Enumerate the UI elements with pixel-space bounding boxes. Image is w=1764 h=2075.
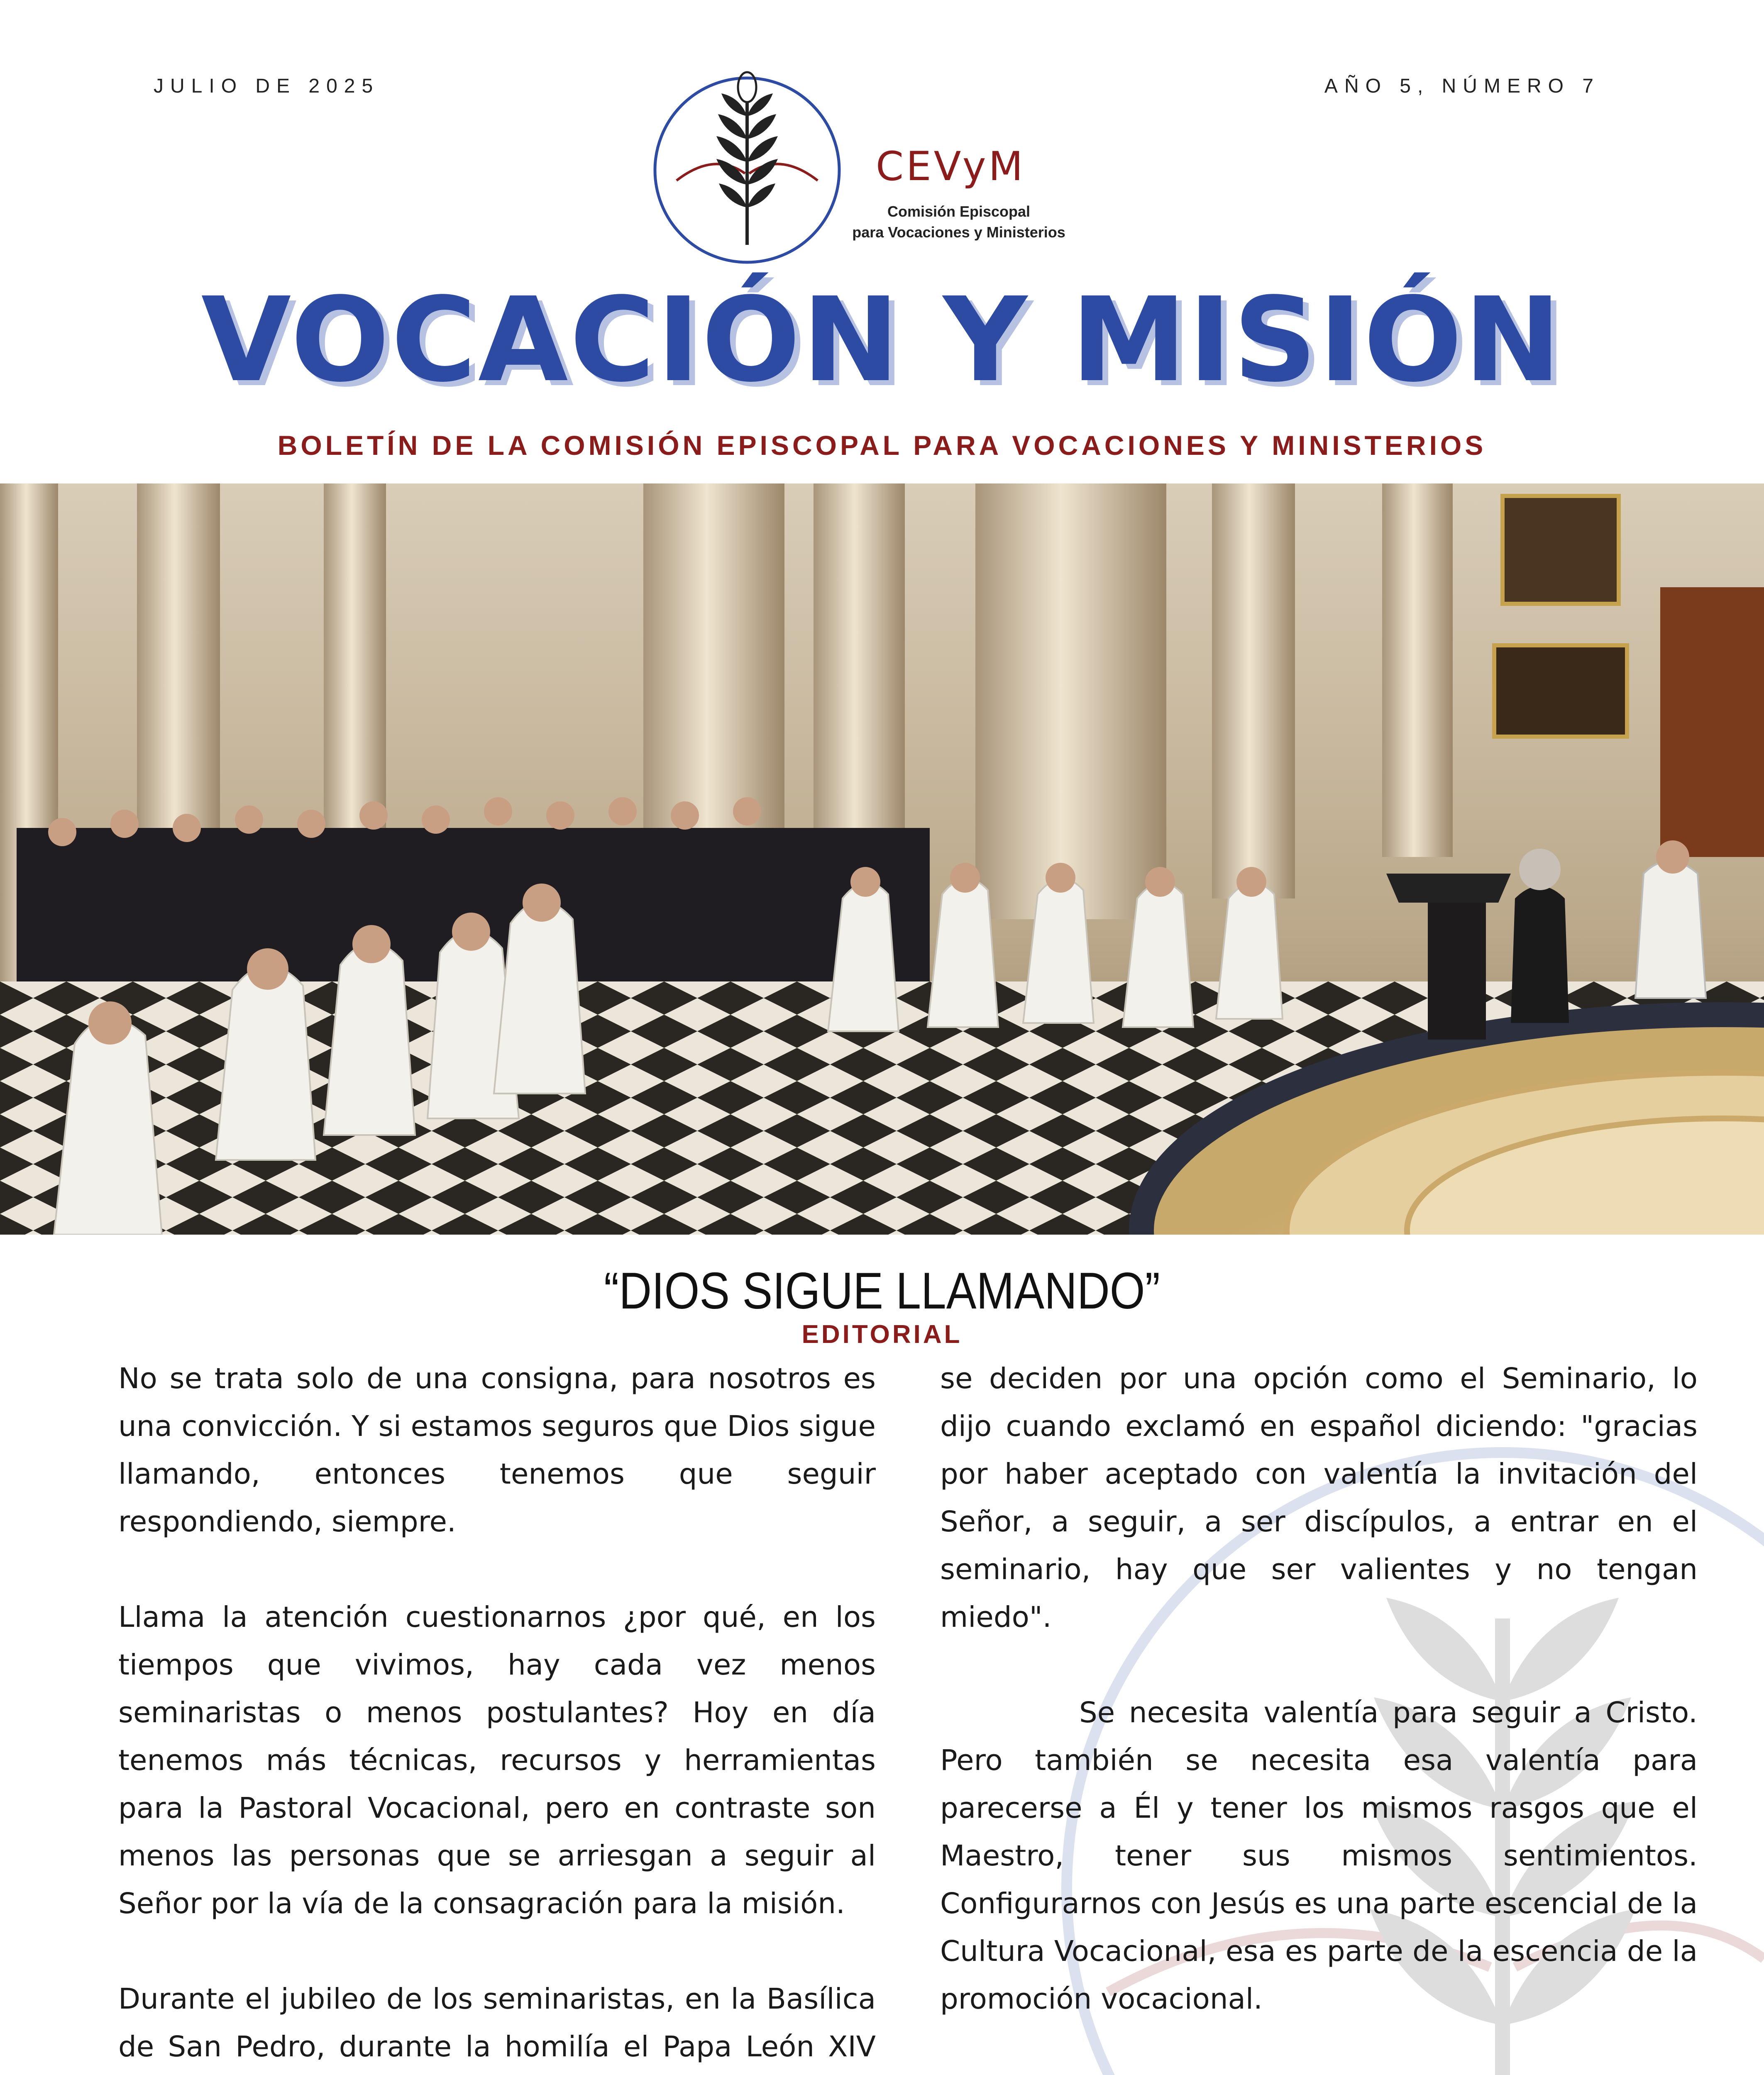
issue-number: AÑO 5, NÚMERO 7	[1324, 75, 1600, 97]
issue-date: JULIO DE 2025	[154, 75, 380, 97]
article-column-left	[118, 1355, 876, 2075]
article-column-right	[940, 1355, 1698, 2023]
cevym-logo	[652, 62, 1087, 278]
paragraph: Llama la atención cuestionarnos ¿por qué, en los tiempos que vivimos, hay cada vez menos seminaristas o menos postulantes? Hoy en día tenemos más técnicas, recursos y herramientas para la Pastoral Vocacional, pero en contraste son menos las personas que se arriesgan a seguir al Señor por la vía de la consagración para la misión.	[118, 1601, 876, 1920]
wheat-candle-icon	[652, 62, 867, 278]
logo-caption-line-2: para Vocaciones y Ministerios	[852, 224, 1065, 241]
cathedral-ceremony-photo	[0, 483, 1764, 1235]
article-headline: “DIOS SIGUE LLAMANDO”	[604, 1262, 1160, 1320]
logo-acronym: CEVyM	[876, 143, 1026, 190]
paragraph: Se necesita valentía para seguir a Cristo. Pero también se necesita esa valentía para parecerse a Él y tener los mismos rasgos que el Maestro, tener sus mismos sentimientos. Configurarnos con Jesús es una parte escencial de la Cultura Vocacional, esa es parte de la escencia de la promoción vocacional.	[940, 1696, 1698, 2016]
newsletter-title: VOCACIÓN Y MISIÓN	[201, 273, 1563, 408]
paragraph: se deciden por una opción como el Seminario, lo dijo cuando exclamó en español diciendo: "gracias por haber aceptado con valentía la invitación del Señor, a seguir, a ser discípulos, a entrar en el seminario, hay que ser valientes y no tengan miedo".	[940, 1362, 1698, 1634]
paragraph: Durante el jubileo de los seminaristas, en la Basílica de San Pedro, durante la homilía el Papa León XIV	[118, 1982, 876, 2063]
logo-caption	[843, 201, 1075, 243]
paragraph: No se trata solo de una consigna, para nosotros es una convicción. Y si estamos seguros que Dios sigue llamando, entonces tenemos que seguir respondiendo, siempre.	[118, 1362, 876, 1538]
section-label: EDITORIAL	[801, 1320, 963, 1349]
newsletter-subtitle: BOLETÍN DE LA COMISIÓN EPISCOPAL PARA VOCACIONES Y MINISTERIOS	[277, 430, 1487, 461]
logo-caption-line-1: Comisión Episcopal	[887, 203, 1031, 220]
